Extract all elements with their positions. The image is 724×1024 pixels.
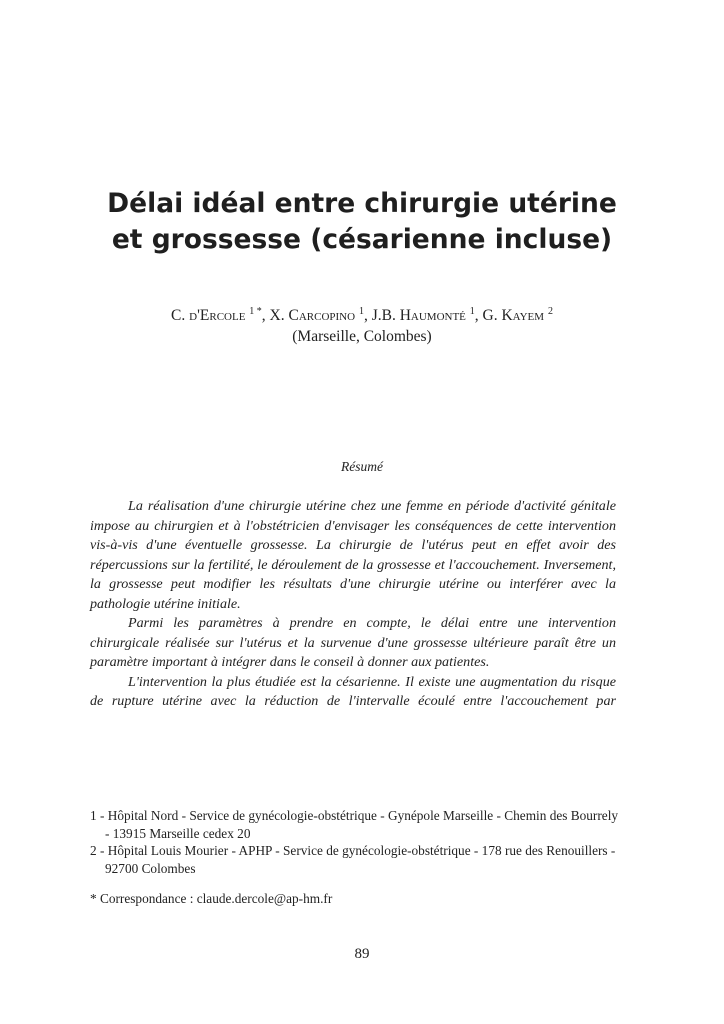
affiliation-marker: 1 * bbox=[249, 306, 262, 317]
title-line-2: et grossesse (césarienne incluse) bbox=[111, 224, 613, 255]
affiliation-marker: 1 bbox=[358, 306, 364, 317]
author-block bbox=[60, 305, 664, 347]
abstract-paragraph: La réalisation d'une chirurgie utérine chez une femme en période d'activité génitale impose au chirurgien et à l'obstétricien d'envisager les conséquences de cette intervention vis-à-vis d'une éventuelle grossesse. La chirurgie de l'utérus peut en effet avoir des répercussions sur la fertilité, le déroulement de la grossesse et l'accouchement. Inversement, la grossesse peut modifier les résultats d'une chirurgie utérine ou interférer avec la pathologie utérine initiale. bbox=[90, 498, 616, 612]
article-title bbox=[60, 186, 664, 258]
affiliation-footnotes bbox=[90, 807, 622, 877]
abstract-paragraph: L'intervention la plus étudiée est la césarienne. Il existe une augmentation du risque de rupture utérine avec la réduction de l'intervalle écoulé entre l'accouchement par bbox=[90, 673, 616, 709]
abstract-heading: Résumé bbox=[341, 459, 383, 474]
author: J.B. Haumonté $^1$ bbox=[371, 306, 475, 324]
author-location: (Marseille, Colombes) bbox=[292, 328, 432, 345]
footnote: 2 - Hôpital Louis Mourier - APHP - Service de gynécologie-obstétrique - 178 rue des Renouillers - 92700 Colombes bbox=[90, 843, 616, 876]
affiliation-marker: 1 bbox=[469, 306, 475, 317]
author: G. Kayem $^2$ bbox=[482, 306, 553, 324]
affiliation-marker: 2 bbox=[547, 306, 553, 317]
abstract-paragraph: Parmi les paramètres à prendre en compte, le délai entre une intervention chirurgicale réalisée sur l'utérus et la survenue d'une grossesse ultérieure paraît être un paramètre important à intégrer dans le conseil à donner aux patientes. bbox=[90, 615, 616, 670]
title-line-1: Délai idéal entre chirurgie utérine bbox=[107, 188, 617, 219]
page-number: 89 bbox=[354, 946, 370, 962]
author: C. d'Ercole $^{1 *}$ bbox=[171, 306, 262, 324]
abstract-body bbox=[90, 497, 616, 712]
author-list: C. d'Ercole $^{1 *}$, X. Carcopino $^1$, J.B. Haumonté $^1$, G. Kayem $^2$ bbox=[171, 306, 553, 324]
footnote: 1 - Hôpital Nord - Service de gynécologie-obstétrique - Gynépole Marseille - Chemin des Bourrely - 13915 Marseille cedex 20 bbox=[90, 808, 619, 841]
author: X. Carcopino $^1$ bbox=[269, 306, 364, 324]
correspondence-note: * Correspondance : claude.dercole@ap-hm.fr bbox=[90, 891, 333, 906]
